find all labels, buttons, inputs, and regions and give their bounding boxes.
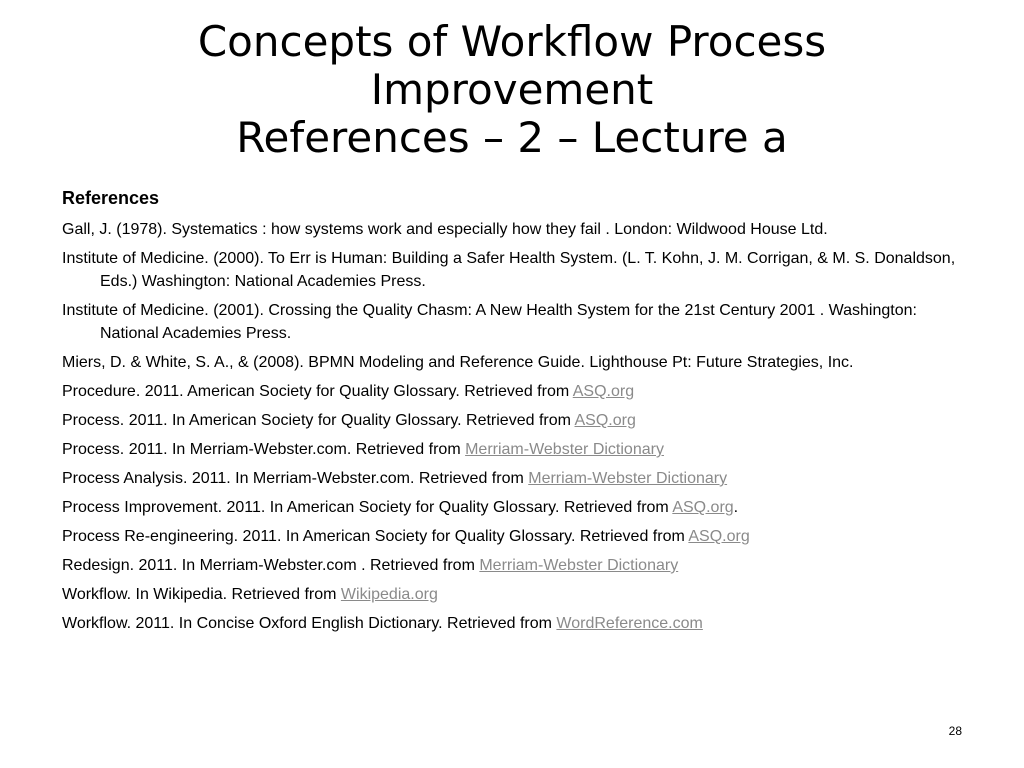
asq-link[interactable]: ASQ.org bbox=[572, 383, 635, 400]
reference-item bbox=[62, 554, 962, 577]
reference-text: Institute of Medicine. (2000). To Err is Human: Building a Safer Health System. (L. T. Kohn, J. M. Corrigan, & M. S. Donaldson, Eds.) Washington: National Academies Press. bbox=[62, 250, 956, 290]
reference-item bbox=[62, 409, 962, 432]
reference-text: Process. 2011. In Merriam-Webster.com. Retrieved from bbox=[62, 441, 466, 458]
merriam-webster-link[interactable]: Merriam-Webster Dictionary bbox=[528, 470, 728, 487]
asq-link[interactable]: ASQ.org bbox=[688, 528, 750, 545]
merriam-webster-link[interactable]: Merriam-Webster Dictionary bbox=[479, 557, 679, 574]
reference-item bbox=[62, 496, 962, 519]
reference-text: Miers, D. & White, S. A., & (2008). BPMN Modeling and Reference Guide. Lighthouse Pt: Future Strategies, Inc. bbox=[62, 354, 854, 371]
reference-item bbox=[62, 467, 962, 490]
page-number: 28 bbox=[948, 724, 962, 738]
reference-item bbox=[62, 299, 962, 345]
reference-item bbox=[62, 612, 962, 635]
reference-text: Institute of Medicine. (2001). Crossing the Quality Chasm: A New Health System for the 21st Century 2001 . Washington: National Academies Press. bbox=[62, 302, 917, 342]
reference-item bbox=[62, 380, 962, 403]
merriam-webster-link[interactable]: Merriam-Webster Dictionary bbox=[465, 441, 664, 458]
wordreference-link[interactable]: WordReference.com bbox=[556, 615, 703, 632]
reference-text: Procedure. 2011. American Society for Quality Glossary. Retrieved from bbox=[62, 383, 573, 400]
asq-link[interactable]: ASQ.org bbox=[574, 412, 636, 429]
reference-list bbox=[62, 218, 962, 635]
asq-link[interactable]: ASQ.org bbox=[672, 499, 734, 516]
reference-item bbox=[62, 525, 962, 548]
reference-item bbox=[62, 351, 962, 374]
reference-item bbox=[62, 247, 962, 293]
references-heading: References bbox=[62, 188, 160, 208]
reference-text: Process Analysis. 2011. In Merriam-Webster.com. Retrieved from bbox=[62, 470, 529, 487]
reference-suffix: . bbox=[733, 499, 739, 516]
title-line-3: References – 2 – Lecture a bbox=[236, 113, 788, 162]
reference-text: Workflow. 2011. In Concise Oxford English Dictionary. Retrieved from bbox=[62, 615, 557, 632]
slide-title bbox=[60, 18, 964, 162]
references-section bbox=[62, 186, 962, 641]
reference-text: Process Improvement. 2011. In American Society for Quality Glossary. Retrieved from bbox=[62, 499, 673, 516]
reference-item bbox=[62, 438, 962, 461]
title-line-1: Concepts of Workflow Process bbox=[197, 17, 827, 66]
reference-text: Gall, J. (1978). Systematics : how systems work and especially how they fail . London: Wildwood House Ltd. bbox=[62, 221, 828, 238]
wikipedia-link[interactable]: Wikipedia.org bbox=[340, 586, 438, 603]
title-line-2: Improvement bbox=[370, 65, 654, 114]
reference-text: Redesign. 2011. In Merriam-Webster.com . Retrieved from bbox=[62, 557, 480, 574]
reference-item bbox=[62, 218, 962, 241]
reference-text: Workflow. In Wikipedia. Retrieved from bbox=[62, 586, 341, 603]
reference-item bbox=[62, 583, 962, 606]
reference-text: Process. 2011. In American Society for Quality Glossary. Retrieved from bbox=[62, 412, 575, 429]
reference-text: Process Re-engineering. 2011. In American Society for Quality Glossary. Retrieved from bbox=[62, 528, 689, 545]
